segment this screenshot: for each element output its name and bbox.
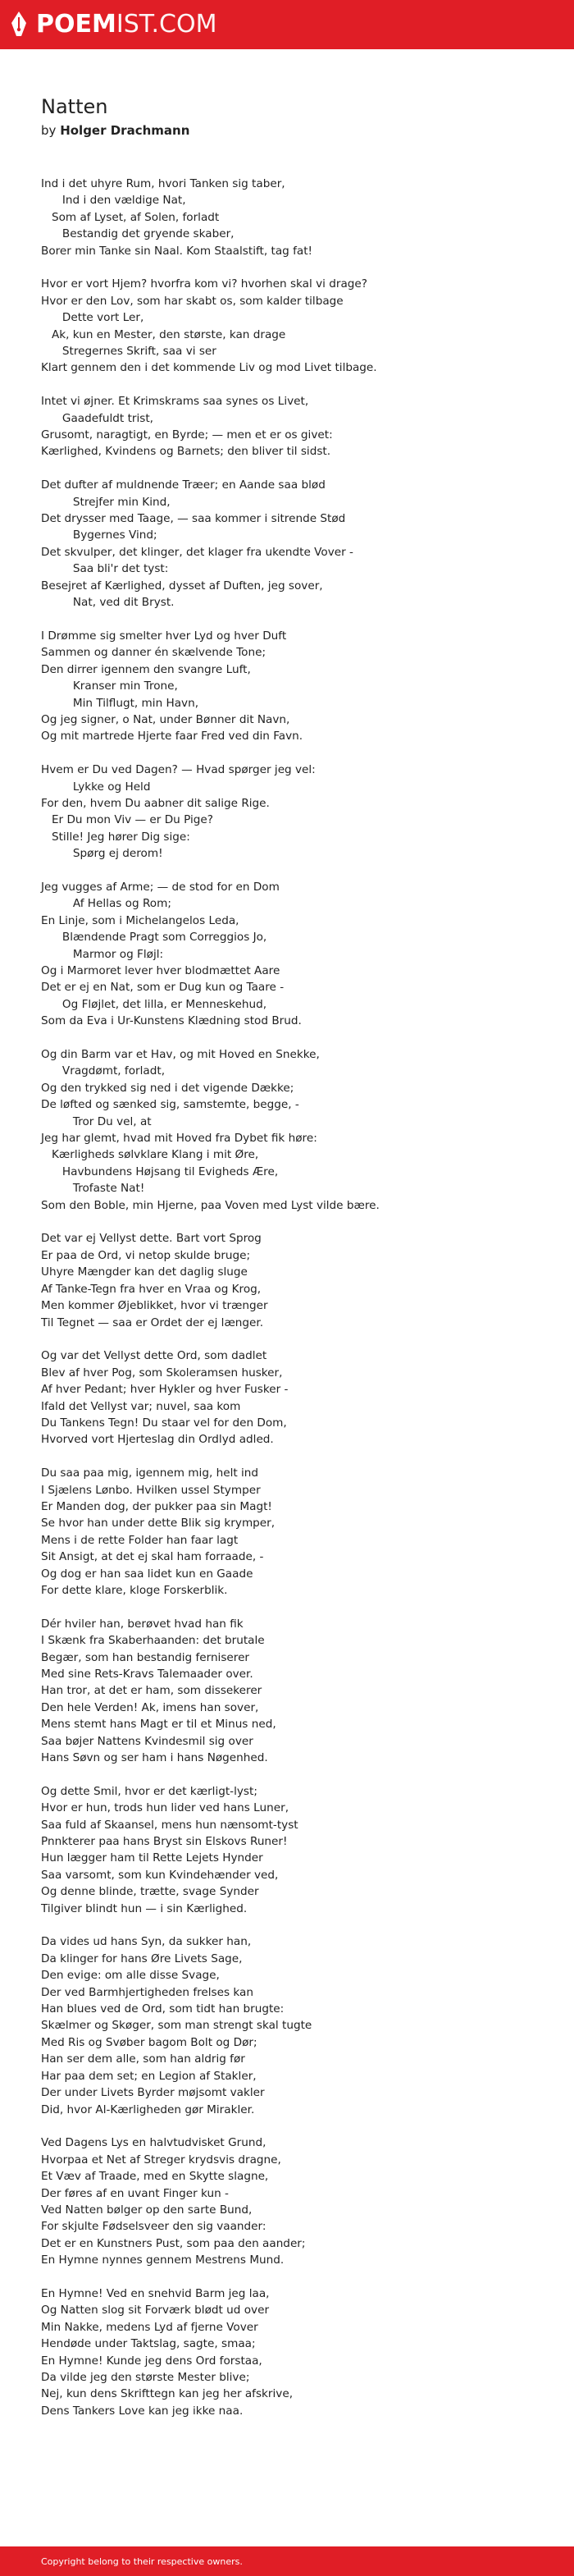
poem-line: Saa bøjer Nattens Kvindesmil sig over xyxy=(41,1734,253,1748)
poem-line: For den, hvem Du aabner dit salige Rige. xyxy=(41,796,270,810)
poem-line: Did, hvor Al-Kærligheden gør Mirakler. xyxy=(41,2102,255,2116)
poem-line: Saa fuld af Skaansel, mens hun nænsomt-tyst xyxy=(41,1818,298,1832)
poem-line: Som den Boble, min Hjerne, paa Voven med Lyst vilde bære. xyxy=(41,1198,380,1212)
poem-stanza xyxy=(41,1933,549,2117)
poem-line: Saa bli'r det tyst: xyxy=(41,562,169,576)
poem-stanza xyxy=(41,1465,549,1599)
poem-line: Der under Livets Byrder møjsomt vakler xyxy=(41,2086,265,2100)
poem-line: Se hvor han under dette Blik sig krymper, xyxy=(41,1517,276,1531)
poem-line: Du Tankens Tegn! Du staar vel for den Dom, xyxy=(41,1416,287,1430)
poem-line: Bygernes Vind; xyxy=(41,528,157,542)
poem-line: Der føres af en uvant Finger kun - xyxy=(41,2186,229,2200)
poem-stanza xyxy=(41,2285,549,2419)
poem-stanza xyxy=(41,276,549,376)
poem-line: I Sjælens Lønbo. Hvilken ussel Stymper xyxy=(41,1483,261,1497)
poem-line: De løfted og sænked sig, samstemte, begge, - xyxy=(41,1098,299,1112)
poem-line: Da klinger for hans Øre Livets Sage, xyxy=(41,1951,243,1965)
poem-line: Besejret af Kærlighed, dysset af Duften, jeg sover, xyxy=(41,579,323,593)
poem-line: Den hele Verden! Ak, imens han sover, xyxy=(41,1700,259,1714)
poem-line: Borer min Tanke sin Naal. Kom Staalstift, tag fat! xyxy=(41,244,313,258)
poem-line: Han tror, at det er ham, som dissekerer xyxy=(41,1684,262,1698)
poem-line: Kærlighed, Kvindens og Barnets; den bliver til sidst. xyxy=(41,445,331,459)
poem-line: Hvem er Du ved Dagen? — Hvad spørger jeg vel: xyxy=(41,763,316,777)
poem-line: Den evige: om alle disse Svage, xyxy=(41,1969,220,1983)
poem-line: Han ser dem alle, som han aldrig før xyxy=(41,2052,245,2066)
top-bar xyxy=(0,0,574,49)
poem-line: Grusomt, naragtigt, en Byrde; — men et er os givet: xyxy=(41,428,333,442)
poem-stanza xyxy=(41,393,549,460)
poem-line: Pnnkterer paa hans Bryst sin Elskovs Runer! xyxy=(41,1835,288,1849)
poem-line: Og den trykked sig ned i det vigende Dække; xyxy=(41,1081,294,1095)
poem-line: Da vides ud hans Syn, da sukker han, xyxy=(41,1935,252,1949)
poem-line: Intet vi øjner. Et Krimskrams saa synes os Livet, xyxy=(41,395,309,409)
poem-line: Som af Lyset, af Solen, forladt xyxy=(41,210,220,224)
poem-title: Natten xyxy=(41,95,108,118)
poem-line: Hvorpaa et Net af Streger krydsvis dragne, xyxy=(41,2153,281,2166)
poem-line: Begær, som han bestandig ferniserer xyxy=(41,1650,250,1664)
poem-line: Og dog er han saa lidet kun en Gaade xyxy=(41,1567,253,1581)
poem-line: Gaadefuldt trist, xyxy=(41,411,153,425)
poem-line: Men kommer Øjeblikket, hvor vi trænger xyxy=(41,1299,268,1313)
poem-line: Saa varsomt, som kun Kvindehænder ved, xyxy=(41,1868,279,1882)
byline xyxy=(41,121,549,140)
poem-line: For dette klare, kloge Forskerblik. xyxy=(41,1583,228,1597)
poem-line: Ak, kun en Mester, den største, kan drage xyxy=(41,327,286,341)
poem-line: Og var det Vellyst dette Ord, som dadlet xyxy=(41,1349,267,1363)
poem-line: Stregernes Skrift, saa vi ser xyxy=(41,345,216,359)
poem-line: Er Du mon Viv — er Du Pige? xyxy=(41,813,213,827)
poem-line: Hun lægger ham til Rette Lejets Hynder xyxy=(41,1851,263,1865)
author-name: Holger Drachmann xyxy=(60,123,190,138)
poem-line: Kærligheds sølvklare Klang i mit Øre, xyxy=(41,1148,259,1162)
footer xyxy=(0,2546,574,2576)
poem-line: Mens i de rette Folder han faar lagt xyxy=(41,1533,239,1547)
poem-line: Det er ej en Nat, som er Dug kun og Taare - xyxy=(41,981,285,995)
poem-line: Mens stemt hans Magt er til et Minus ned, xyxy=(41,1718,276,1732)
poem-line: Nej, kun dens Skrifttegn kan jeg her afskrive, xyxy=(41,2387,294,2401)
poem-line: Hvorved vort Hjerteslag din Ordlyd adled. xyxy=(41,1433,274,1447)
poem-line: Hvor er den Lov, som har skabt os, som kalder tilbage xyxy=(41,294,344,308)
poem-line: En Hymne! Ved en snehvid Barm jeg laa, xyxy=(41,2286,270,2300)
poem-stanza xyxy=(41,176,549,259)
poem-line: Dér hviler han, berøvet hvad han fik xyxy=(41,1617,244,1631)
poem-line: Ind i det uhyre Rum, hvori Tanken sig taber, xyxy=(41,177,285,190)
poem-line: Bestandig det gryende skaber, xyxy=(41,227,235,241)
poem-stanza xyxy=(41,1616,549,1767)
poem-line: Det dufter af muldnende Træer; en Aande saa blød xyxy=(41,478,326,492)
poem-line: Har paa dem set; en Legion af Stakler, xyxy=(41,2069,257,2083)
poem-line: En Hymne nynnes gennem Mestrens Mund. xyxy=(41,2253,285,2267)
poem-line: Ifald det Vellyst var; nuvel, saa kom xyxy=(41,1399,241,1413)
poem-stanza xyxy=(41,1783,549,1917)
poem-line: Dens Tankers Love kan jeg ikke naa. xyxy=(41,2404,244,2418)
byline-prefix: by xyxy=(41,123,57,138)
poem-line: Stille! Jeg hører Dig sige: xyxy=(41,830,190,844)
poem-stanza xyxy=(41,879,549,1030)
poem-line: En Linje, som i Michelangelos Leda, xyxy=(41,913,239,927)
poem-line: Lykke og Held xyxy=(41,780,151,794)
poem-line: Er Manden dog, der pukker paa sin Magt! xyxy=(41,1499,272,1513)
poem-line: Jeg vugges af Arme; — de stod for en Dom xyxy=(41,880,280,894)
poem-line: Og Fløjlet, det lilla, er Menneskehud, xyxy=(41,997,267,1011)
poem-stanza xyxy=(41,1230,549,1330)
poem-line: Den dirrer igennem den svangre Luft, xyxy=(41,662,251,676)
poem-line: Kranser min Trone, xyxy=(41,679,178,693)
poem-line: Dette vort Ler, xyxy=(41,311,144,325)
poem-article xyxy=(41,94,549,2436)
poem-line: Du saa paa mig, igennem mig, helt ind xyxy=(41,1466,259,1480)
poem-stanza xyxy=(41,1046,549,1214)
poem-line: Til Tegnet — saa er Ordet der ej længer. xyxy=(41,1315,264,1329)
poem-line: Og Natten slog sit Forværk blødt ud over xyxy=(41,2304,270,2317)
poem-line: Marmor og Fløjl: xyxy=(41,947,164,961)
poem-line: Trofaste Nat! xyxy=(41,1182,145,1196)
site-logo[interactable] xyxy=(10,11,216,39)
poem-line: Af hver Pedant; hver Hykler og hver Fusker - xyxy=(41,1383,289,1397)
poem-line: Det skvulper, det klinger, det klager fra ukendte Vover - xyxy=(41,545,353,559)
poem-line: Med sine Rets-Kravs Talemaader over. xyxy=(41,1667,253,1681)
poem-line: Sammen og danner én skælvende Tone; xyxy=(41,646,266,660)
poem-line: Og din Barm var et Hav, og mit Hoved en Snekke, xyxy=(41,1048,320,1062)
poem-line: For skjulte Fødselsveer den sig vaander: xyxy=(41,2220,266,2234)
poem-line: Som da Eva i Ur-Kunstens Klædning stod Brud. xyxy=(41,1014,302,1028)
poem-line: Ind i den vældige Nat, xyxy=(41,194,186,208)
poem-line: I Skænk fra Skaberhaanden: det brutale xyxy=(41,1634,265,1648)
poem-line: Min Nakke, medens Lyd af fjerne Vover xyxy=(41,2320,258,2334)
poem-line: Og dette Smil, hvor er det kærligt-lyst; xyxy=(41,1784,257,1798)
poem-stanza xyxy=(41,762,549,862)
poem-line: Hendøde under Taktslag, sagte, smaa; xyxy=(41,2337,256,2351)
poem-body xyxy=(41,176,549,2419)
poem-line: Han blues ved de Ord, som tidt han brugte: xyxy=(41,2002,285,2016)
poem-line: Skælmer og Skøger, som man strengt skal tugte xyxy=(41,2019,312,2033)
poem-line: Uhyre Mængder kan det daglig sluge xyxy=(41,1265,248,1279)
poem-line: Og denne blinde, trætte, svage Synder xyxy=(41,1885,259,1899)
poem-line: En Hymne! Kunde jeg dens Ord forstaa, xyxy=(41,2354,262,2368)
poem-line: Vragdømt, forladt, xyxy=(41,1064,166,1078)
poem-line: Er paa de Ord, vi netop skulde bruge; xyxy=(41,1248,251,1262)
poem-line: Da vilde jeg den største Mester blive; xyxy=(41,2370,250,2384)
poem-line: Jeg har glemt, hvad mit Hoved fra Dybet fik høre: xyxy=(41,1132,317,1146)
copyright-text: Copyright belong to their respective owners. xyxy=(41,2555,243,2567)
poem-stanza xyxy=(41,2134,549,2268)
poem-line: Og mit martrede Hjerte faar Fred ved din Favn. xyxy=(41,730,303,744)
poem-line: Et Væv af Traade, med en Skytte slagne, xyxy=(41,2170,269,2184)
poem-line: Blev af hver Pog, som Skoleramsen husker, xyxy=(41,1366,283,1380)
poem-line: Tror Du vel, at xyxy=(41,1114,152,1128)
poem-line: Det var ej Vellyst dette. Bart vort Sprog xyxy=(41,1232,262,1246)
poem-line: Af Tanke-Tegn fra hver en Vraa og Krog, xyxy=(41,1282,262,1296)
poem-line: I Drømme sig smelter hver Lyd og hver Duft xyxy=(41,629,287,643)
poem-line: Spørg ej derom! xyxy=(41,847,163,861)
poem-line: Strejfer min Kind, xyxy=(41,495,171,509)
poem-line: Det er en Kunstners Pust, som paa den aander; xyxy=(41,2236,306,2250)
poem-stanza xyxy=(41,628,549,745)
poem-line: Tilgiver blindt hun — i sin Kærlighed. xyxy=(41,1901,248,1915)
logo-light-part: IST.COM xyxy=(116,10,217,39)
poem-line: Klart gennem den i det kommende Liv og mod Livet tilbage. xyxy=(41,361,377,375)
poem-line: Og jeg signer, o Nat, under Bønner dit Navn, xyxy=(41,712,290,726)
poem-line: Min Tilflugt, min Havn, xyxy=(41,696,199,710)
poem-line: Der ved Barmhjertigheden frelses kan xyxy=(41,1985,253,1999)
poem-line: Ved Dagens Lys en halvtudvisket Grund, xyxy=(41,2136,266,2150)
poem-line: Blændende Pragt som Correggios Jo, xyxy=(41,931,267,945)
poem-stanza xyxy=(41,1347,549,1448)
poem-line: Med Ris og Svøber bagom Bolt og Dør; xyxy=(41,2035,257,2049)
poem-line: Hvor er vort Hjem? hvorfra kom vi? hvorhen skal vi drage? xyxy=(41,277,368,291)
poem-line: Hvor er hun, trods hun lider ved hans Luner, xyxy=(41,1801,289,1815)
poem-line: Det drysser med Taage, — saa kommer i sitrende Stød xyxy=(41,512,346,526)
poem-line: Ved Natten bølger op den sarte Bund, xyxy=(41,2203,253,2217)
poem-stanza xyxy=(41,477,549,611)
poem-line: Havbundens Højsang til Evigheds Ære, xyxy=(41,1164,279,1178)
pen-nib-icon xyxy=(10,11,28,39)
poem-line: Sit Ansigt, at det ej skal ham forraade, - xyxy=(41,1550,264,1564)
poem-line: Af Hellas og Rom; xyxy=(41,897,171,911)
logo-bold-part: POEM xyxy=(36,10,116,39)
site-logo-text xyxy=(36,12,216,37)
poem-line: Og i Marmoret lever hver blodmættet Aare xyxy=(41,964,280,977)
poem-line: Nat, ved dit Bryst. xyxy=(41,596,175,610)
poem-line: Hans Søvn og ser ham i hans Nøgenhed. xyxy=(41,1751,268,1765)
